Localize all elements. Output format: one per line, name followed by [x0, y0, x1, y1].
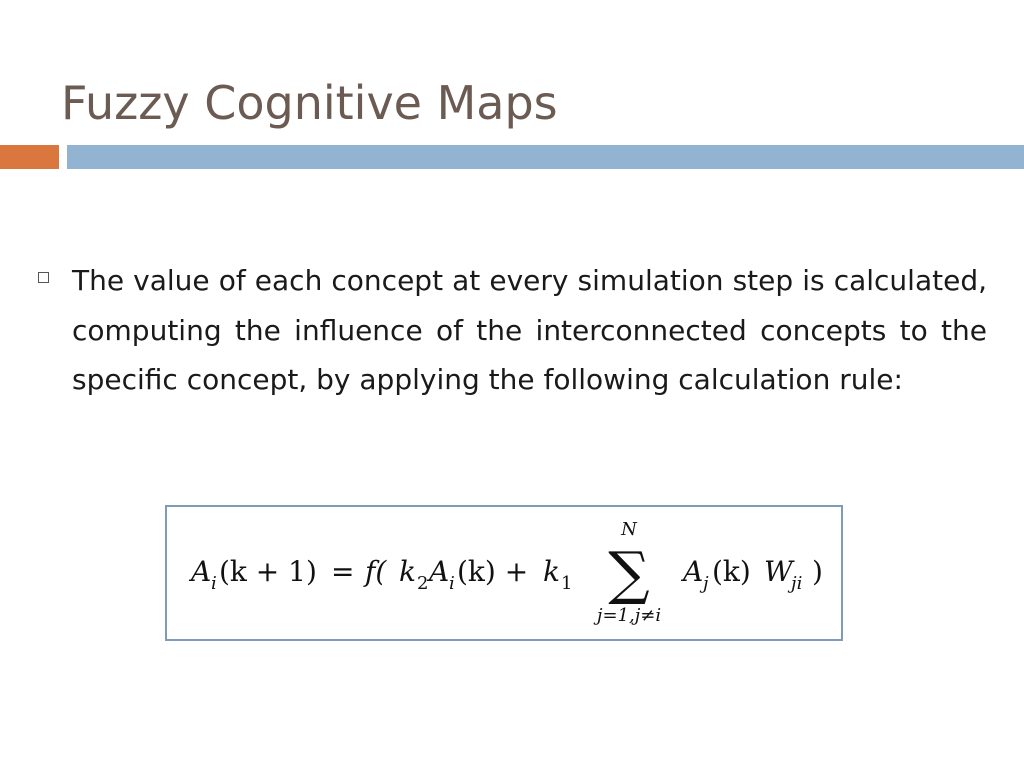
formula-term1-argument: (k) +: [457, 555, 529, 588]
formula-lower-limit: j=1,j≠i: [596, 605, 662, 626]
formula-lhs-symbol: A: [191, 555, 212, 588]
summation-icon: ∑: [608, 539, 650, 607]
formula-close-paren: ): [812, 555, 823, 588]
formula-term1-subscript: i: [449, 573, 455, 594]
bullet-text: The value of each concept at every simulation step is calculated, computing the influence of the interconnected concepts to the specific concept, by applying the following calculation rule:: [72, 264, 987, 396]
formula-term2-argument: (k): [712, 555, 751, 588]
formula-upper-limit: N: [621, 519, 637, 540]
formula-term2-symbol: A: [683, 555, 704, 588]
formula-equals: =: [331, 555, 355, 588]
formula-function: f(: [365, 555, 387, 588]
square-bullet-icon: [38, 272, 49, 283]
title-accent-bar: [0, 145, 59, 169]
formula-weight-subscript: ji: [791, 573, 803, 594]
formula-lhs-subscript: i: [211, 573, 217, 594]
formula-term2-subscript: j: [703, 573, 709, 594]
formula-k1: k: [543, 555, 560, 588]
formula-term1-symbol: A: [429, 555, 450, 588]
formula-k1-subscript: 1: [561, 573, 573, 594]
formula-lhs-argument: (k + 1): [219, 555, 317, 588]
formula-k2: k: [399, 555, 416, 588]
formula-k2-subscript: 2: [417, 573, 429, 594]
title-underline-bar: [67, 145, 1024, 169]
formula-equation: [167, 507, 845, 643]
formula-box: [165, 505, 843, 641]
slide-title: Fuzzy Cognitive Maps: [61, 76, 558, 130]
formula-weight: W: [764, 555, 793, 588]
